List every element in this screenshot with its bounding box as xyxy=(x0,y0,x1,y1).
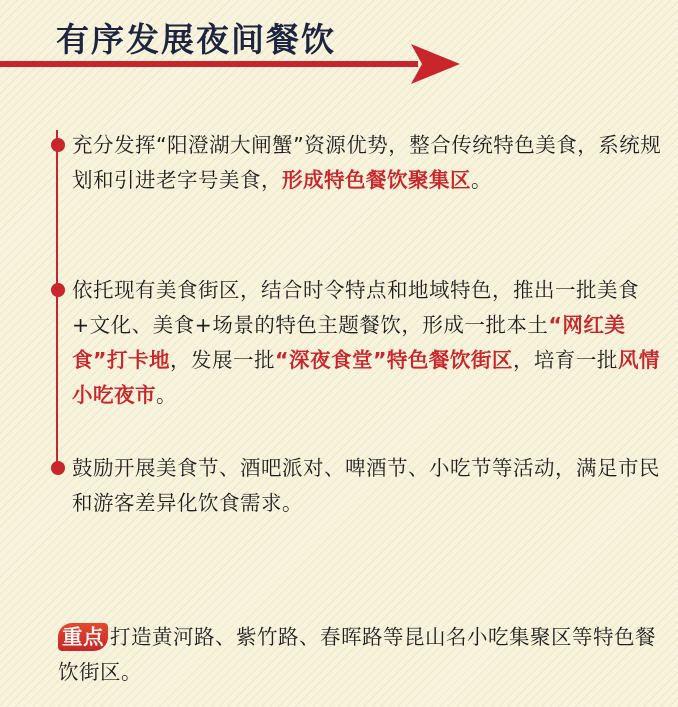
bullet-item-2 xyxy=(72,273,662,413)
body-text: ，培育一批 xyxy=(512,348,618,372)
bullet-dot-icon xyxy=(51,461,65,475)
body-text: 鼓励开展美食节、酒吧派对、啤酒节、小吃节等活动，满足市民和游客差异化饮食需求。 xyxy=(72,456,660,515)
timeline-line xyxy=(56,130,58,470)
key-point-badge: 重点 xyxy=(58,623,108,651)
body-text: 依托现有美食街区，结合时令特点和地域特色，推出一批美食+文化、美食+场景的特色主题餐饮，形成一批本土 xyxy=(72,278,639,337)
body-text: 充分发挥“阳澄湖大闸蟹”资源优势，整合传统特色美食，系统规划和引进老字号美食， xyxy=(72,133,662,192)
bullet-text xyxy=(72,456,660,515)
highlight-text: 形成特色餐饮聚集区 xyxy=(282,168,471,192)
bullet-dot-icon xyxy=(51,138,65,152)
section-header xyxy=(0,0,678,90)
bullet-dot-icon xyxy=(51,283,65,297)
title-arrow xyxy=(0,40,470,84)
bullet-item-1 xyxy=(72,128,662,198)
bullet-text xyxy=(72,278,660,407)
key-point xyxy=(58,620,658,690)
section-title: 有序发展夜间餐饮 xyxy=(56,20,336,59)
key-point-text: 打造黄河路、紫竹路、春晖路等昆山名小吃集聚区等特色餐饮街区。 xyxy=(58,625,656,684)
highlight-text: “深夜食堂”特色餐饮街区 xyxy=(274,348,513,372)
highlight-text: 风情小吃夜市 xyxy=(72,348,660,407)
body-text: ，发展一批 xyxy=(169,348,275,372)
bullet-text xyxy=(72,133,661,192)
highlight-text: “网红美食”打卡地 xyxy=(72,313,626,372)
body-text: 。 xyxy=(471,168,492,192)
body-text: 。 xyxy=(156,383,177,407)
bullet-item-3 xyxy=(72,451,662,521)
